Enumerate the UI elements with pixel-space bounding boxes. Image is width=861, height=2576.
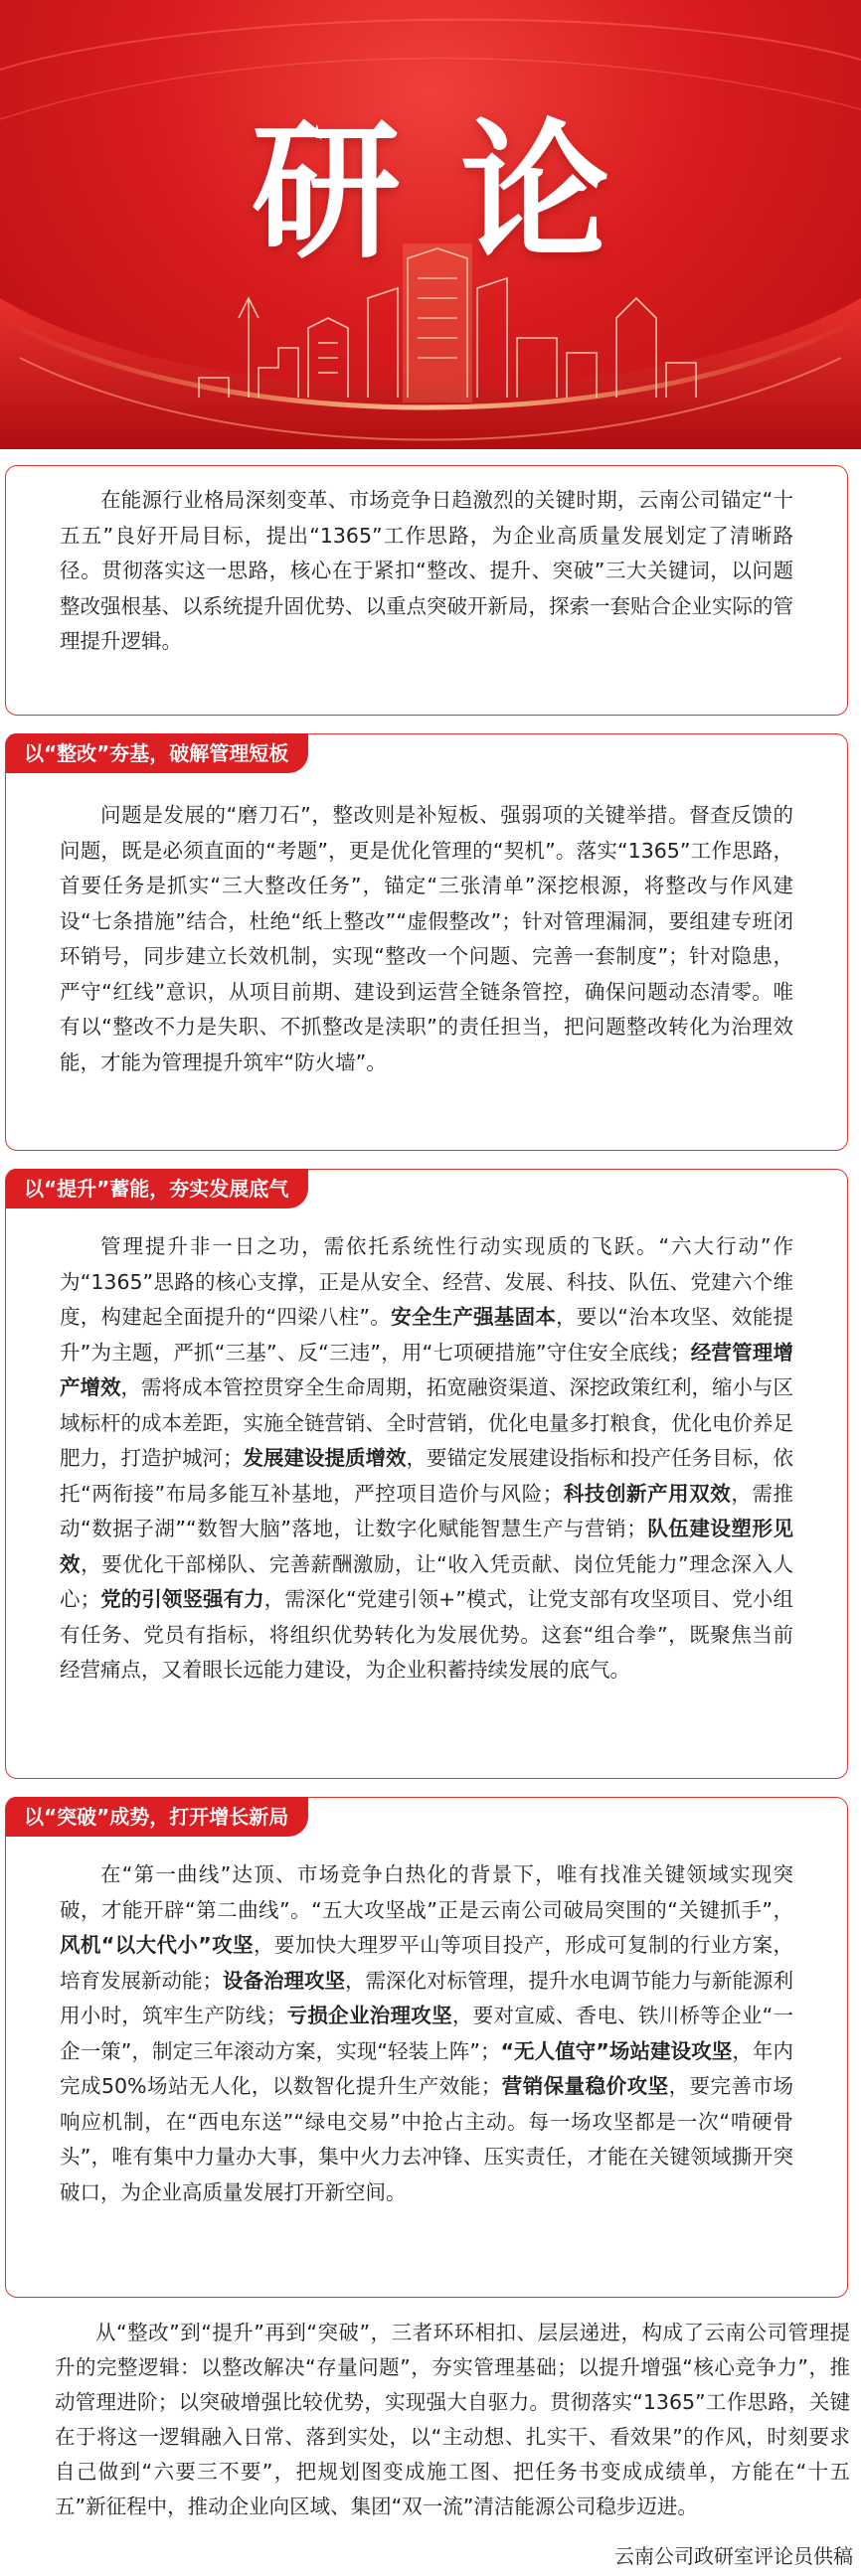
banner-title: 研论: [251, 104, 669, 279]
text-run: ，需将成本管控贯穿全生命周期，拓宽融资渠道、深挖政策红利，缩小与区域标杆的成本差距，实施全链营销、全时营销，优化电量多打粮食，优化电价养足肥力，打造护城河；: [60, 1375, 793, 1470]
section-breakthrough: [5, 1797, 848, 2298]
emphasis-technology: 科技创新产用双效: [563, 1481, 732, 1506]
section-improvement-paragraph: [60, 1229, 793, 1689]
text-run: ，要加快大理罗平山等项目投产，形成可复制的行业方案，培育发展新动能；: [60, 1933, 794, 1993]
intro-paragraph: 在能源行业格局深刻变革、市场竞争日趋激烈的关键时期，云南公司锚定“十五五”良好开局目标，提出“1365”工作思路，为企业高质量发展划定了清晰路径。贯彻落实这一思路，核心在于紧扣“整改、提升、突破”三大关键词，以问题整改强根基、以系统提升固优势、以重点突破开新局，探索一套贴合企业实际的管理提升逻辑。: [60, 488, 793, 653]
section-heading-improvement: 以“提升”蓄能，夯实发展底气: [6, 1169, 308, 1208]
intro-card: [5, 465, 848, 716]
emphasis-team: 队伍建设塑形见效: [60, 1517, 794, 1576]
emphasis-wind: 风机“以大代小”攻坚: [60, 1933, 254, 1957]
text-run: ，要锚定发展建设指标和投产任务目标，依托“两衔接”布局多能互补基地，严控项目造价与风险；: [60, 1446, 793, 1506]
text-run: 在“第一曲线”达顶、市场竞争白热化的背景下，唯有找准关键领域实现突破，才能开辟“第二曲线”。“五大攻坚战”正是云南公司破局突围的“关键抓手”，: [60, 1862, 793, 1922]
text-run: ，需深化“党建引领+”模式，让党支部有攻坚项目、党小组有任务、党员有指标，将组织优势转化为发展优势。这套“组合拳”，既聚焦当前经营痛点，又着眼长远能力建设，为企业积蓄持续发展的底气。: [60, 1587, 794, 1682]
section-rectification-paragraph: 问题是发展的“磨刀石”，整改则是补短板、强弱项的关键举措。督查反馈的问题，既是必须直面的“考题”，更是优化管理的“契机”。落实“1365”工作思路，首要任务是抓实“三大整改任务”，锚定“三张清单”深挖根源，将整改与作风建设“七条措施”结合，杜绝“纸上整改”“虚假整改”；针对管理漏洞，要组建专班闭环销号，同步建立长效机制，实现“整改一个问题、完善一套制度”；针对隐患，严守“红线”意识，从项目前期、建设到运营全链条管控，确保问题动态清零。唯有以“整改不力是失职、不抓整改是渎职”的责任担当，把问题整改转化为治理效能，才能为管理提升筑牢“防火墙”。: [60, 803, 793, 1074]
text-run: ，年内完成50%场站无人化，以数智化提升生产效能；: [60, 2038, 793, 2098]
section-heading-rectification: 以“整改”夯基，破解管理短板: [6, 733, 308, 773]
section-rectification: [5, 733, 848, 1151]
emphasis-party: 党的引领竖强有力: [100, 1587, 264, 1611]
emphasis-safety: 安全生产强基固本: [391, 1305, 557, 1329]
emphasis-equipment: 设备治理攻坚: [223, 1968, 345, 1993]
text-run: ，要完善市场响应机制，在“西电东送”“绿电交易”中抢占主动。每一场攻坚都是一次“啃硬骨头”，唯有集中力量办大事，集中火力去冲锋、压实责任，才能在关键领域撕开突破口，为企业高质量发展打开新空间。: [60, 2074, 793, 2204]
text-run: ，要优化干部梯队、完善薪酬激励，让“收入凭贡献、岗位凭能力”理念深入人心；: [60, 1551, 794, 1611]
closing-paragraph: 从“整改”到“提升”再到“突破”，三者环环相扣、层层递进，构成了云南公司管理提升的完整逻辑：以整改解决“存量问题”，夯实管理基础；以提升增强“核心竞争力”，推动管理进阶；以突破增强比较优势，实现强大自驱力。贯彻落实“1365”工作思路，关键在于将这一逻辑融入日常、落到实处，以“主动想、扎实干、看效果”的作风，时刻要求自己做到“六要三不要”，把规划图变成施工图、把任务书变成成绩单，方能在“十五五”新征程中，推动企业向区域、集团“双一流”清洁能源公司稳步迈进。: [55, 2321, 850, 2518]
emphasis-unmanned: “无人值守”场站建设攻坚: [500, 2038, 733, 2063]
text-run: ，要以“治本攻坚、效能提升”为主题，严抓“三基”、反“三违”，用“七项硬措施”守住安全底线；: [60, 1305, 794, 1365]
emphasis-loss: 亏损企业治理攻坚: [286, 2004, 452, 2027]
text-run: ，需推动“数据子湖”“数智大脑”落地，让数字化赋能智慧生产与营销；: [60, 1481, 794, 1540]
section-heading-breakthrough: 以“突破”成势，打开增长新局: [6, 1797, 308, 1837]
emphasis-marketing: 营销保量稳价攻坚: [501, 2074, 669, 2098]
section-improvement: [5, 1169, 848, 1779]
emphasis-operations: 经营管理增产增效: [60, 1340, 794, 1399]
author-credit: 云南公司政研室评论员供稿: [614, 2544, 853, 2568]
section-breakthrough-paragraph: [60, 1857, 793, 2210]
closing-section: [55, 2316, 850, 2524]
text-run: ，需深化对标管理，提升水电调节能力与新能源利用小时，筑牢生产防线；: [60, 1968, 793, 2027]
emphasis-development: 发展建设提质增效: [243, 1446, 407, 1470]
text-run: ，要对宣威、香电、铁川桥等企业“一企一策”，制定三年滚动方案，实现“轻装上阵”；: [60, 2004, 794, 2063]
header-banner: [0, 0, 861, 449]
text-run: 管理提升非一日之功，需依托系统性行动实现质的飞跃。“六大行动”作为“1365”思路的核心支撑，正是从安全、经营、发展、科技、队伍、党建六个维度，构建起全面提升的“四梁八柱”。: [60, 1234, 793, 1329]
